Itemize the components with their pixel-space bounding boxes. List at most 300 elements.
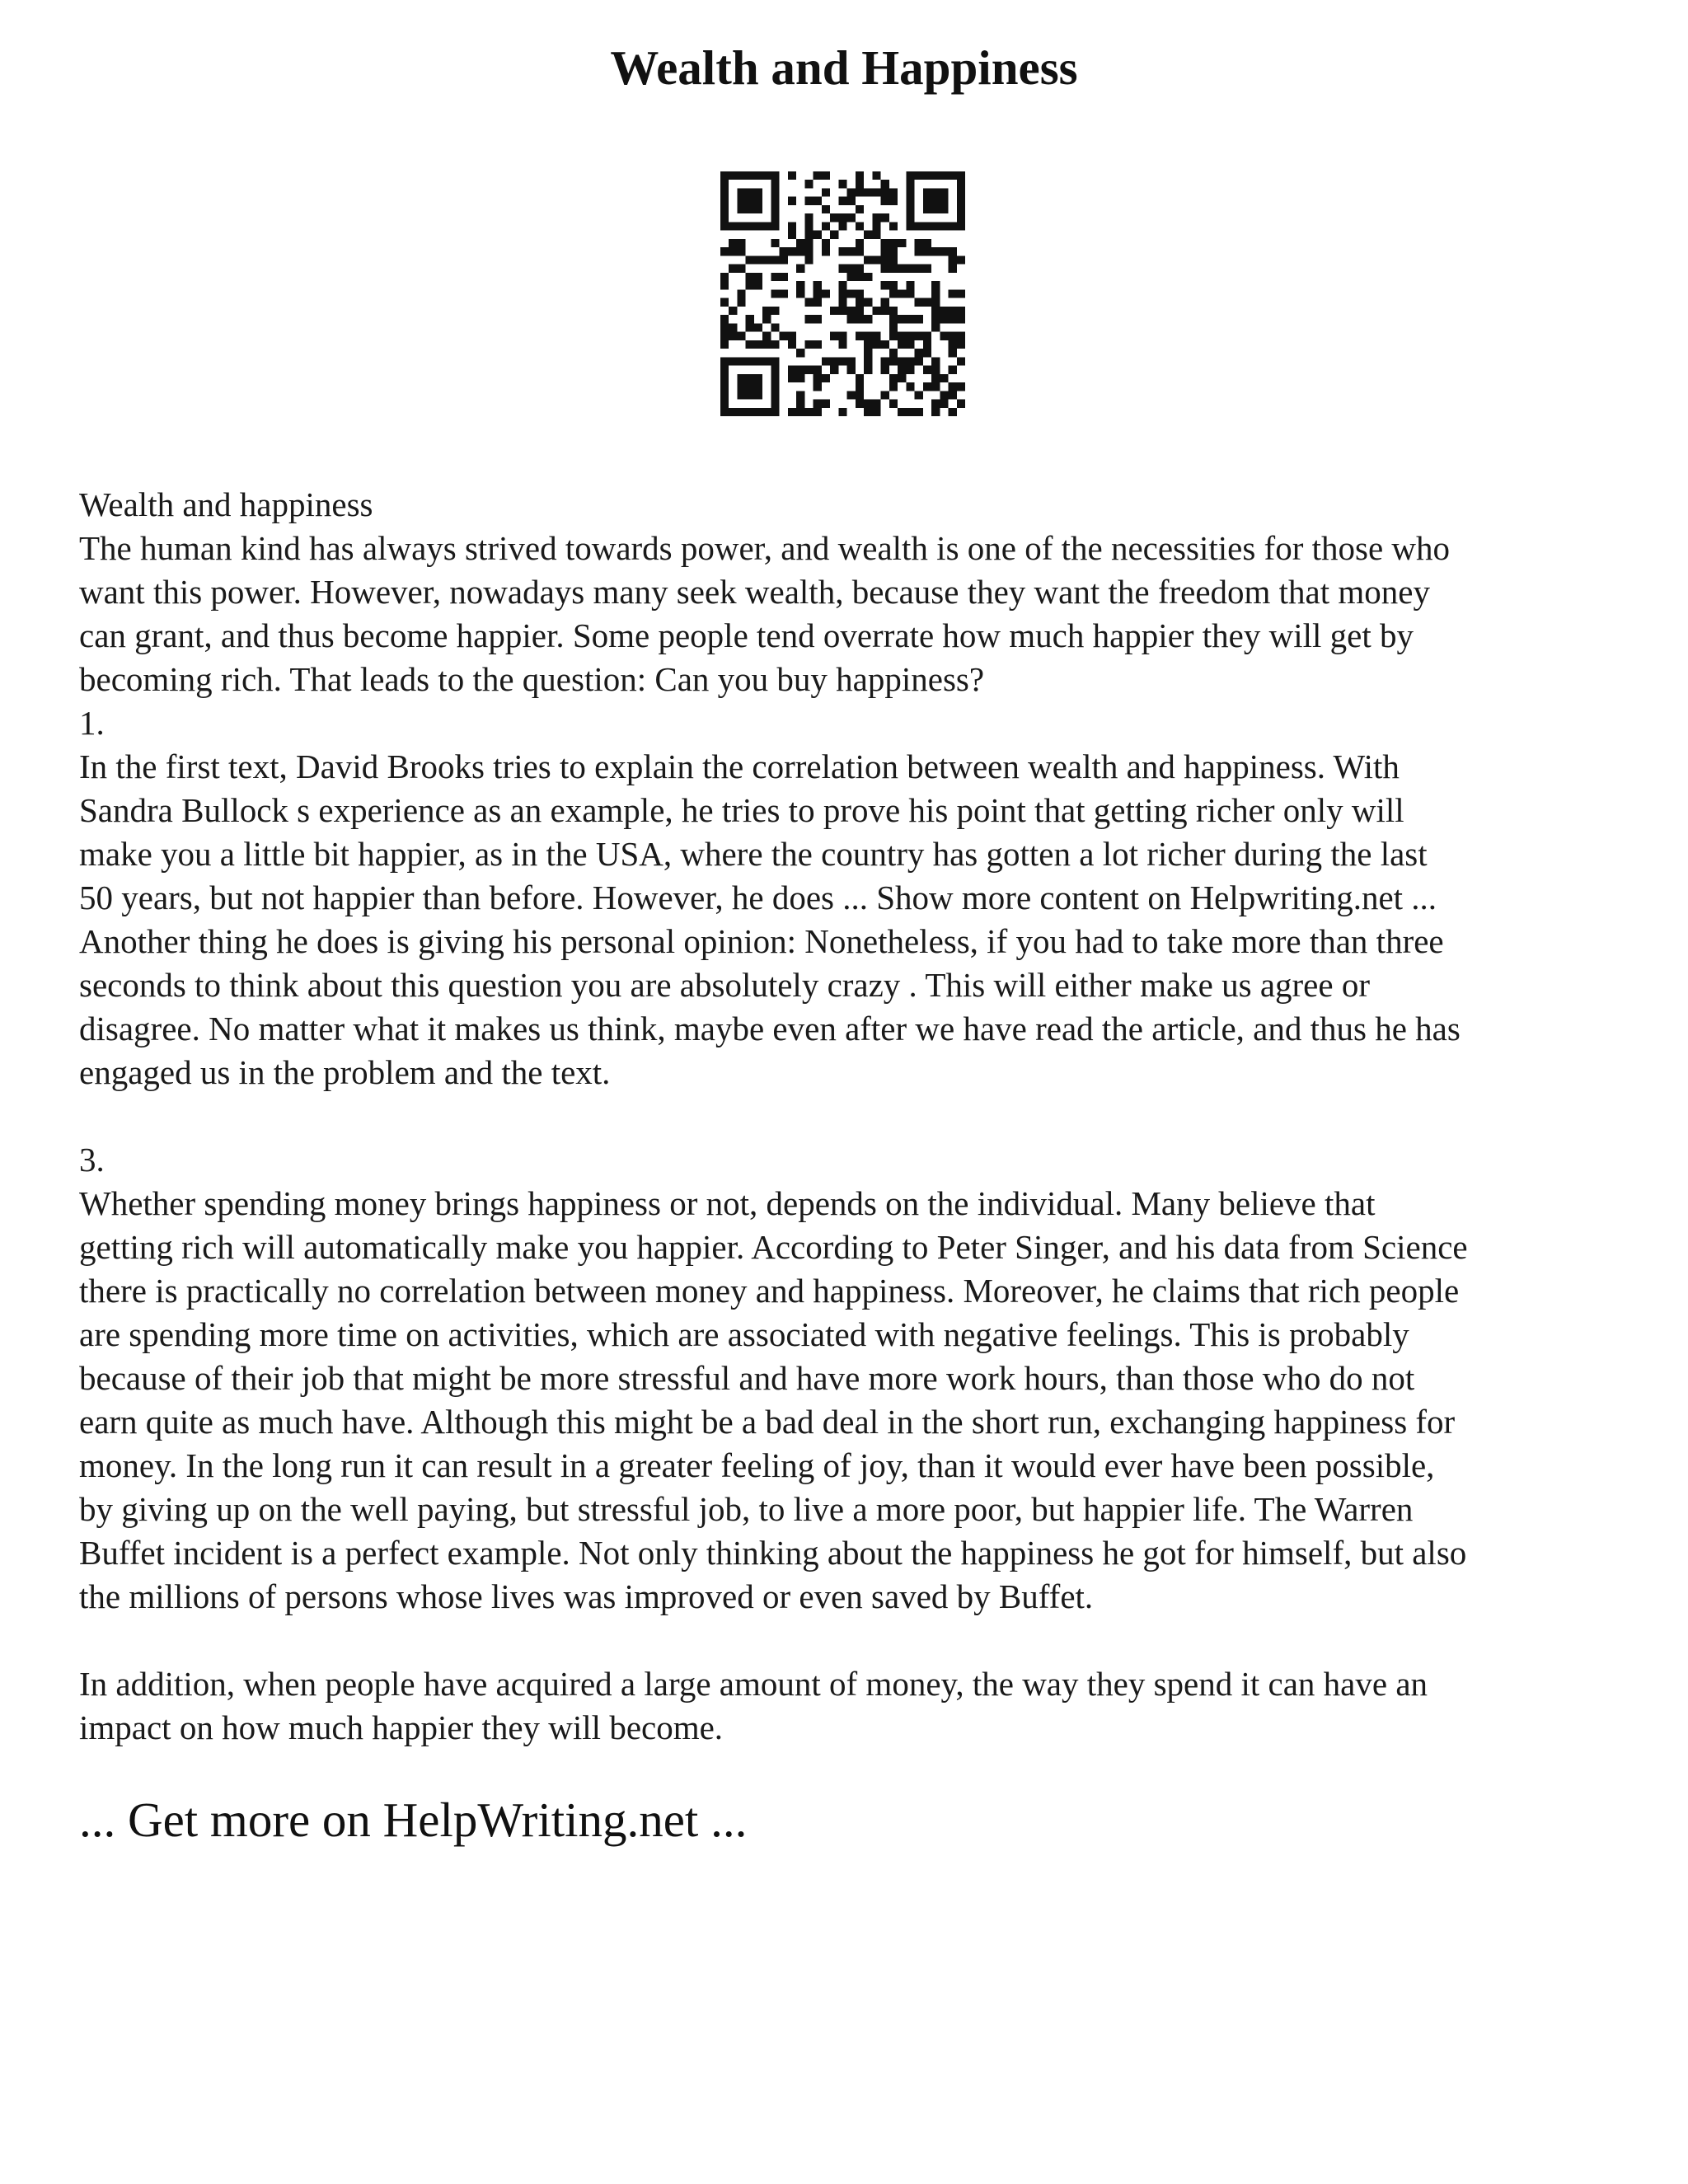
qr-module: [881, 239, 889, 247]
qr-module: [881, 366, 889, 374]
qr-module: [949, 332, 957, 340]
qr-module: [822, 205, 830, 213]
qr-module: [771, 357, 779, 365]
qr-module: [754, 408, 762, 416]
qr-module: [957, 357, 965, 365]
qr-module: [746, 357, 754, 365]
qr-module: [822, 247, 830, 255]
qr-module: [881, 265, 889, 273]
qr-module: [923, 265, 931, 273]
qr-module: [771, 391, 779, 399]
qr-module: [906, 197, 914, 205]
qr-module: [923, 171, 931, 180]
qr-module: [957, 180, 965, 188]
qr-module: [881, 213, 889, 222]
body-line: because of their job that might be more stressful and have more work hours, than those who do not: [79, 1359, 1415, 1397]
qr-module: [822, 222, 830, 230]
qr-module: [898, 332, 906, 340]
qr-module: [923, 247, 931, 255]
qr-code-graphic: [720, 171, 965, 416]
qr-module: [771, 374, 779, 382]
qr-module: [830, 307, 838, 315]
qr-module: [949, 265, 957, 273]
qr-module: [838, 307, 846, 315]
qr-module: [898, 239, 906, 247]
qr-module: [931, 315, 940, 323]
qr-module: [838, 213, 846, 222]
qr-module: [804, 340, 813, 349]
qr-module: [737, 382, 745, 391]
qr-module: [746, 374, 754, 382]
qr-module: [856, 239, 864, 247]
qr-module: [729, 171, 737, 180]
qr-module: [889, 307, 898, 315]
qr-module: [881, 307, 889, 315]
qr-module: [931, 171, 940, 180]
qr-module: [847, 315, 856, 323]
qr-module: [814, 374, 822, 382]
qr-module: [864, 298, 872, 307]
qr-module: [838, 281, 846, 289]
qr-module: [771, 289, 779, 298]
qr-module: [762, 357, 771, 365]
qr-module: [838, 289, 846, 298]
qr-module: [881, 391, 889, 399]
qr-module: [864, 315, 872, 323]
qr-module: [949, 247, 957, 255]
qr-module: [949, 307, 957, 315]
qr-module: [746, 273, 754, 281]
qr-module: [949, 171, 957, 180]
qr-module: [796, 281, 804, 289]
qr-module: [762, 332, 771, 340]
qr-module: [931, 188, 940, 196]
qr-module: [754, 340, 762, 349]
qr-module: [856, 247, 864, 255]
qr-module: [754, 374, 762, 382]
qr-module: [957, 171, 965, 180]
qr-module: [898, 357, 906, 365]
qr-module: [754, 255, 762, 264]
qr-module: [872, 255, 880, 264]
qr-module: [830, 357, 838, 365]
qr-module: [931, 357, 940, 365]
qr-module: [746, 340, 754, 349]
qr-module: [746, 408, 754, 416]
qr-module: [847, 273, 856, 281]
qr-code-icon: [720, 171, 965, 416]
qr-module: [720, 188, 729, 196]
qr-module: [838, 265, 846, 273]
qr-module: [746, 323, 754, 331]
qr-module: [949, 408, 957, 416]
qr-module: [915, 171, 923, 180]
body-line: Whether spending money brings happiness or not, depends on the individual. Many believe that: [79, 1184, 1376, 1222]
qr-module: [788, 197, 796, 205]
qr-module: [762, 340, 771, 349]
qr-module: [804, 315, 813, 323]
qr-module: [780, 332, 788, 340]
qr-module: [746, 255, 754, 264]
body-line: 50 years, but not happier than before. However, he does ... Show more content on Helpwriting.net ...: [79, 879, 1437, 916]
qr-module: [720, 315, 729, 323]
qr-module: [762, 171, 771, 180]
qr-module: [931, 307, 940, 315]
qr-module: [881, 357, 889, 365]
qr-module: [898, 374, 906, 382]
qr-module: [906, 205, 914, 213]
body-line: engaged us in the problem and the text.: [79, 1053, 611, 1091]
qr-module: [856, 171, 864, 180]
qr-module: [940, 374, 948, 382]
qr-module: [957, 307, 965, 315]
qr-module: [957, 222, 965, 230]
qr-module: [822, 239, 830, 247]
qr-module: [889, 374, 898, 382]
qr-module: [838, 332, 846, 340]
qr-module: [720, 374, 729, 382]
qr-module: [720, 323, 729, 331]
qr-module: [881, 247, 889, 255]
qr-module: [931, 247, 940, 255]
qr-module: [737, 391, 745, 399]
qr-module: [889, 265, 898, 273]
qr-module: [889, 289, 898, 298]
qr-module: [847, 289, 856, 298]
qr-module: [864, 400, 872, 408]
qr-module: [889, 382, 898, 391]
qr-module: [754, 357, 762, 365]
qr-module: [804, 197, 813, 205]
qr-module: [889, 349, 898, 357]
qr-module: [754, 171, 762, 180]
qr-module: [957, 289, 965, 298]
qr-module: [915, 247, 923, 255]
qr-module: [754, 188, 762, 196]
qr-module: [788, 222, 796, 230]
qr-module: [814, 289, 822, 298]
qr-module: [856, 289, 864, 298]
qr-module: [838, 222, 846, 230]
qr-module: [957, 400, 965, 408]
qr-module: [949, 340, 957, 349]
qr-module: [830, 231, 838, 239]
qr-module: [737, 289, 745, 298]
get-more-link[interactable]: ... Get more on HelpWriting.net ...: [79, 1793, 748, 1847]
qr-module: [830, 332, 838, 340]
body-line: becoming rich. That leads to the question: Can you buy happiness?: [79, 660, 985, 698]
qr-module: [856, 315, 864, 323]
qr-module: [856, 382, 864, 391]
qr-module: [754, 222, 762, 230]
qr-module: [804, 222, 813, 230]
qr-module: [788, 340, 796, 349]
qr-module: [889, 400, 898, 408]
qr-module: [881, 281, 889, 289]
qr-module: [729, 265, 737, 273]
document-title: Wealth and Happiness: [610, 40, 1078, 95]
qr-module: [814, 197, 822, 205]
qr-module: [856, 400, 864, 408]
body-line: [79, 1094, 1629, 1138]
qr-module: [771, 180, 779, 188]
qr-module: [822, 374, 830, 382]
body-line: [79, 1619, 1629, 1662]
qr-module: [822, 188, 830, 196]
qr-module: [754, 205, 762, 213]
qr-module: [931, 222, 940, 230]
qr-module: [814, 281, 822, 289]
qr-module: [872, 408, 880, 416]
qr-module: [822, 171, 830, 180]
qr-module: [915, 332, 923, 340]
qr-module: [923, 197, 931, 205]
qr-module: [771, 366, 779, 374]
qr-module: [720, 222, 729, 230]
qr-module: [830, 366, 838, 374]
qr-module: [788, 231, 796, 239]
qr-module: [737, 408, 745, 416]
qr-module: [856, 391, 864, 399]
qr-module: [889, 222, 898, 230]
qr-module: [771, 273, 779, 281]
qr-module: [804, 239, 813, 247]
qr-module: [931, 382, 940, 391]
qr-module: [940, 205, 948, 213]
qr-module: [906, 222, 914, 230]
body-line: money. In the long run it can result in a greater feeling of joy, than it would ever have been possible,: [79, 1446, 1435, 1484]
qr-module: [906, 340, 914, 349]
qr-module: [915, 408, 923, 416]
qr-module: [804, 231, 813, 239]
qr-module: [838, 357, 846, 365]
qr-module: [746, 205, 754, 213]
qr-module: [796, 391, 804, 399]
qr-module: [872, 222, 880, 230]
body-line: Buffet incident is a perfect example. Not only thinking about the happiness he got for himself, but also: [79, 1534, 1467, 1572]
qr-module: [881, 180, 889, 188]
qr-module: [788, 171, 796, 180]
qr-module: [814, 231, 822, 239]
qr-module: [746, 197, 754, 205]
qr-module: [889, 188, 898, 196]
body-line: by giving up on the well paying, but stressful job, to live a more poor, but happier life. The Warren: [79, 1490, 1414, 1528]
body-line: impact on how much happier they will become.: [79, 1708, 724, 1746]
qr-module: [949, 366, 957, 374]
qr-module: [720, 408, 729, 416]
qr-module: [746, 222, 754, 230]
qr-module: [771, 188, 779, 196]
qr-module: [856, 265, 864, 273]
qr-module: [720, 382, 729, 391]
qr-module: [720, 357, 729, 365]
qr-module: [822, 357, 830, 365]
qr-module: [872, 213, 880, 222]
qr-module: [788, 408, 796, 416]
qr-module: [838, 247, 846, 255]
qr-module: [796, 400, 804, 408]
qr-module: [729, 357, 737, 365]
qr-module: [796, 349, 804, 357]
qr-module: [864, 357, 872, 365]
qr-module: [957, 332, 965, 340]
qr-module: [830, 213, 838, 222]
qr-module: [906, 408, 914, 416]
qr-module: [906, 171, 914, 180]
qr-module: [931, 289, 940, 298]
qr-module: [847, 357, 856, 365]
qr-module: [889, 281, 898, 289]
body-line: the millions of persons whose lives was improved or even saved by Buffet.: [79, 1577, 1094, 1615]
qr-module: [720, 213, 729, 222]
qr-module: [720, 298, 729, 307]
qr-module: [856, 205, 864, 213]
qr-module: [737, 298, 745, 307]
qr-module: [889, 323, 898, 331]
qr-module: [915, 222, 923, 230]
qr-module: [729, 408, 737, 416]
qr-module: [856, 307, 864, 315]
qr-module: [872, 307, 880, 315]
qr-module: [872, 340, 880, 349]
qr-module: [771, 400, 779, 408]
qr-module: [923, 332, 931, 340]
qr-module: [949, 391, 957, 399]
qr-module: [931, 205, 940, 213]
qr-module: [957, 315, 965, 323]
qr-module: [737, 188, 745, 196]
qr-module: [746, 391, 754, 399]
qr-module: [771, 382, 779, 391]
body-line: want this power. However, nowadays many seek wealth, because they want the freedom that money: [79, 573, 1430, 611]
qr-module: [771, 255, 779, 264]
qr-module: [720, 205, 729, 213]
qr-module: [872, 171, 880, 180]
qr-module: [923, 349, 931, 357]
qr-module: [872, 400, 880, 408]
qr-module: [847, 366, 856, 374]
qr-module: [915, 391, 923, 399]
qr-module: [729, 239, 737, 247]
qr-module: [856, 180, 864, 188]
qr-module: [906, 315, 914, 323]
qr-module: [949, 255, 957, 264]
qr-module: [931, 197, 940, 205]
qr-module: [881, 340, 889, 349]
qr-module: [737, 171, 745, 180]
qr-module: [847, 247, 856, 255]
qr-module: [771, 171, 779, 180]
qr-module: [889, 239, 898, 247]
qr-module: [814, 382, 822, 391]
qr-module: [931, 374, 940, 382]
qr-module: [729, 323, 737, 331]
qr-module: [931, 366, 940, 374]
qr-module: [923, 239, 931, 247]
qr-module: [906, 357, 914, 365]
qr-module: [856, 298, 864, 307]
qr-module: [796, 374, 804, 382]
document-body: [79, 483, 1629, 1750]
qr-module: [957, 382, 965, 391]
qr-module: [923, 188, 931, 196]
body-line: In addition, when people have acquired a large amount of money, the way they spend it can have an: [79, 1665, 1428, 1703]
qr-module: [889, 315, 898, 323]
qr-module: [949, 349, 957, 357]
qr-module: [729, 307, 737, 315]
qr-module: [814, 400, 822, 408]
qr-module: [814, 315, 822, 323]
qr-module: [949, 289, 957, 298]
qr-module: [762, 222, 771, 230]
qr-module: [923, 222, 931, 230]
qr-module: [957, 197, 965, 205]
qr-module: [771, 205, 779, 213]
qr-module: [762, 315, 771, 323]
qr-module: [923, 205, 931, 213]
qr-module: [940, 247, 948, 255]
qr-module: [720, 180, 729, 188]
qr-module: [746, 281, 754, 289]
qr-module: [796, 366, 804, 374]
qr-module: [864, 255, 872, 264]
qr-module: [804, 180, 813, 188]
qr-module: [906, 382, 914, 391]
qr-module: [814, 408, 822, 416]
qr-module: [864, 332, 872, 340]
qr-module: [898, 408, 906, 416]
qr-module: [898, 366, 906, 374]
qr-module: [754, 281, 762, 289]
qr-module: [856, 332, 864, 340]
qr-module: [822, 400, 830, 408]
qr-module: [754, 273, 762, 281]
qr-module: [746, 188, 754, 196]
qr-module: [906, 213, 914, 222]
qr-module: [847, 188, 856, 196]
qr-module: [889, 197, 898, 205]
qr-module: [915, 298, 923, 307]
qr-module: [814, 171, 822, 180]
qr-module: [915, 315, 923, 323]
qr-module: [746, 382, 754, 391]
qr-module: [804, 247, 813, 255]
qr-module: [822, 289, 830, 298]
qr-module: [856, 222, 864, 230]
qr-module: [931, 323, 940, 331]
qr-module: [771, 340, 779, 349]
qr-module: [838, 180, 846, 188]
qr-module: [762, 307, 771, 315]
qr-module: [771, 307, 779, 315]
qr-module: [737, 357, 745, 365]
qr-module: [931, 400, 940, 408]
body-line: there is practically no correlation between money and happiness. Moreover, he claims that rich people: [79, 1272, 1460, 1310]
qr-module: [737, 197, 745, 205]
qr-module: [746, 315, 754, 323]
qr-module: [814, 298, 822, 307]
qr-module: [864, 340, 872, 349]
qr-module: [737, 332, 745, 340]
qr-module: [780, 247, 788, 255]
qr-module: [847, 265, 856, 273]
body-line: Wealth and happiness: [79, 485, 373, 523]
qr-module: [847, 197, 856, 205]
qr-module: [771, 213, 779, 222]
qr-module: [720, 273, 729, 281]
qr-module: [720, 281, 729, 289]
qr-module: [915, 265, 923, 273]
